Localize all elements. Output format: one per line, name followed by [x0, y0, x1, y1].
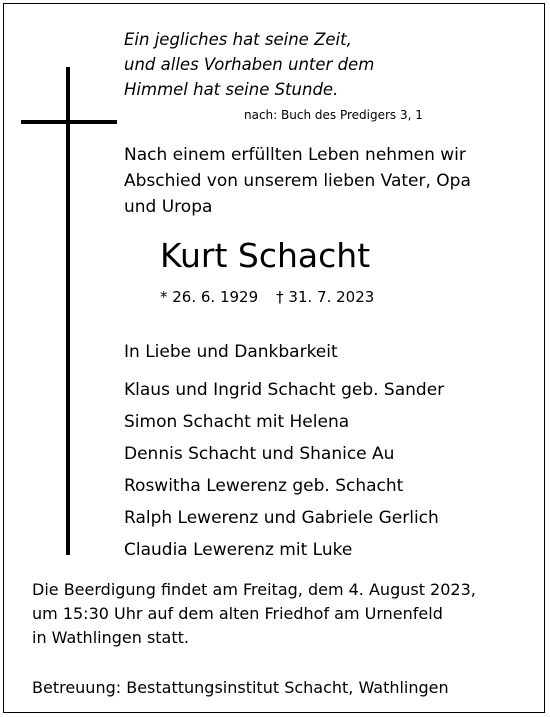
quote-source: nach: Buch des Predigers 3, 1: [244, 108, 423, 122]
birth-date: * 26. 6. 1929: [160, 288, 259, 306]
mourner-entry: Roswitha Lewerenz geb. Schacht: [124, 476, 404, 496]
intro-line: Nach einem erfüllten Leben nehmen wir: [124, 145, 466, 165]
life-dates: [160, 286, 374, 308]
intro-line: Abschied von unserem lieben Vater, Opa: [124, 171, 471, 191]
cross-horizontal-bar: [21, 120, 117, 124]
funeral-line: um 15:30 Uhr auf dem alten Friedhof am Urnenfeld: [32, 604, 443, 623]
thanks-line: In Liebe und Dankbarkeit: [124, 342, 338, 362]
mourner-entry: Claudia Lewerenz mit Luke: [124, 540, 353, 560]
quote-line: Ein jegliches hat seine Zeit,: [124, 30, 352, 49]
death-date: † 31. 7. 2023: [276, 288, 375, 306]
intro-text: [124, 142, 534, 220]
deceased-name: Kurt Schacht: [160, 236, 371, 275]
mourners-list: [124, 374, 444, 566]
mourner-entry: Klaus und Ingrid Schacht geb. Sander: [124, 380, 445, 400]
mourner-entry: Simon Schacht mit Helena: [124, 412, 350, 432]
funeral-line: in Wathlingen statt.: [32, 628, 189, 647]
funeral-line: Die Beerdigung findet am Freitag, dem 4. August 2023,: [32, 580, 476, 599]
bible-quote: [124, 27, 524, 102]
mourner-entry: Ralph Lewerenz und Gabriele Gerlich: [124, 508, 439, 528]
funeral-home-credit: Betreuung: Bestattungsinstitut Schacht, Wathlingen: [32, 678, 449, 697]
cross-vertical-bar: [66, 67, 70, 555]
quote-line: Himmel hat seine Stunde.: [124, 80, 339, 99]
mourner-entry: Dennis Schacht und Shanice Au: [124, 444, 395, 464]
intro-line: und Uropa: [124, 197, 213, 217]
funeral-notice: [32, 578, 537, 650]
quote-line: und alles Vorhaben unter dem: [124, 55, 375, 74]
